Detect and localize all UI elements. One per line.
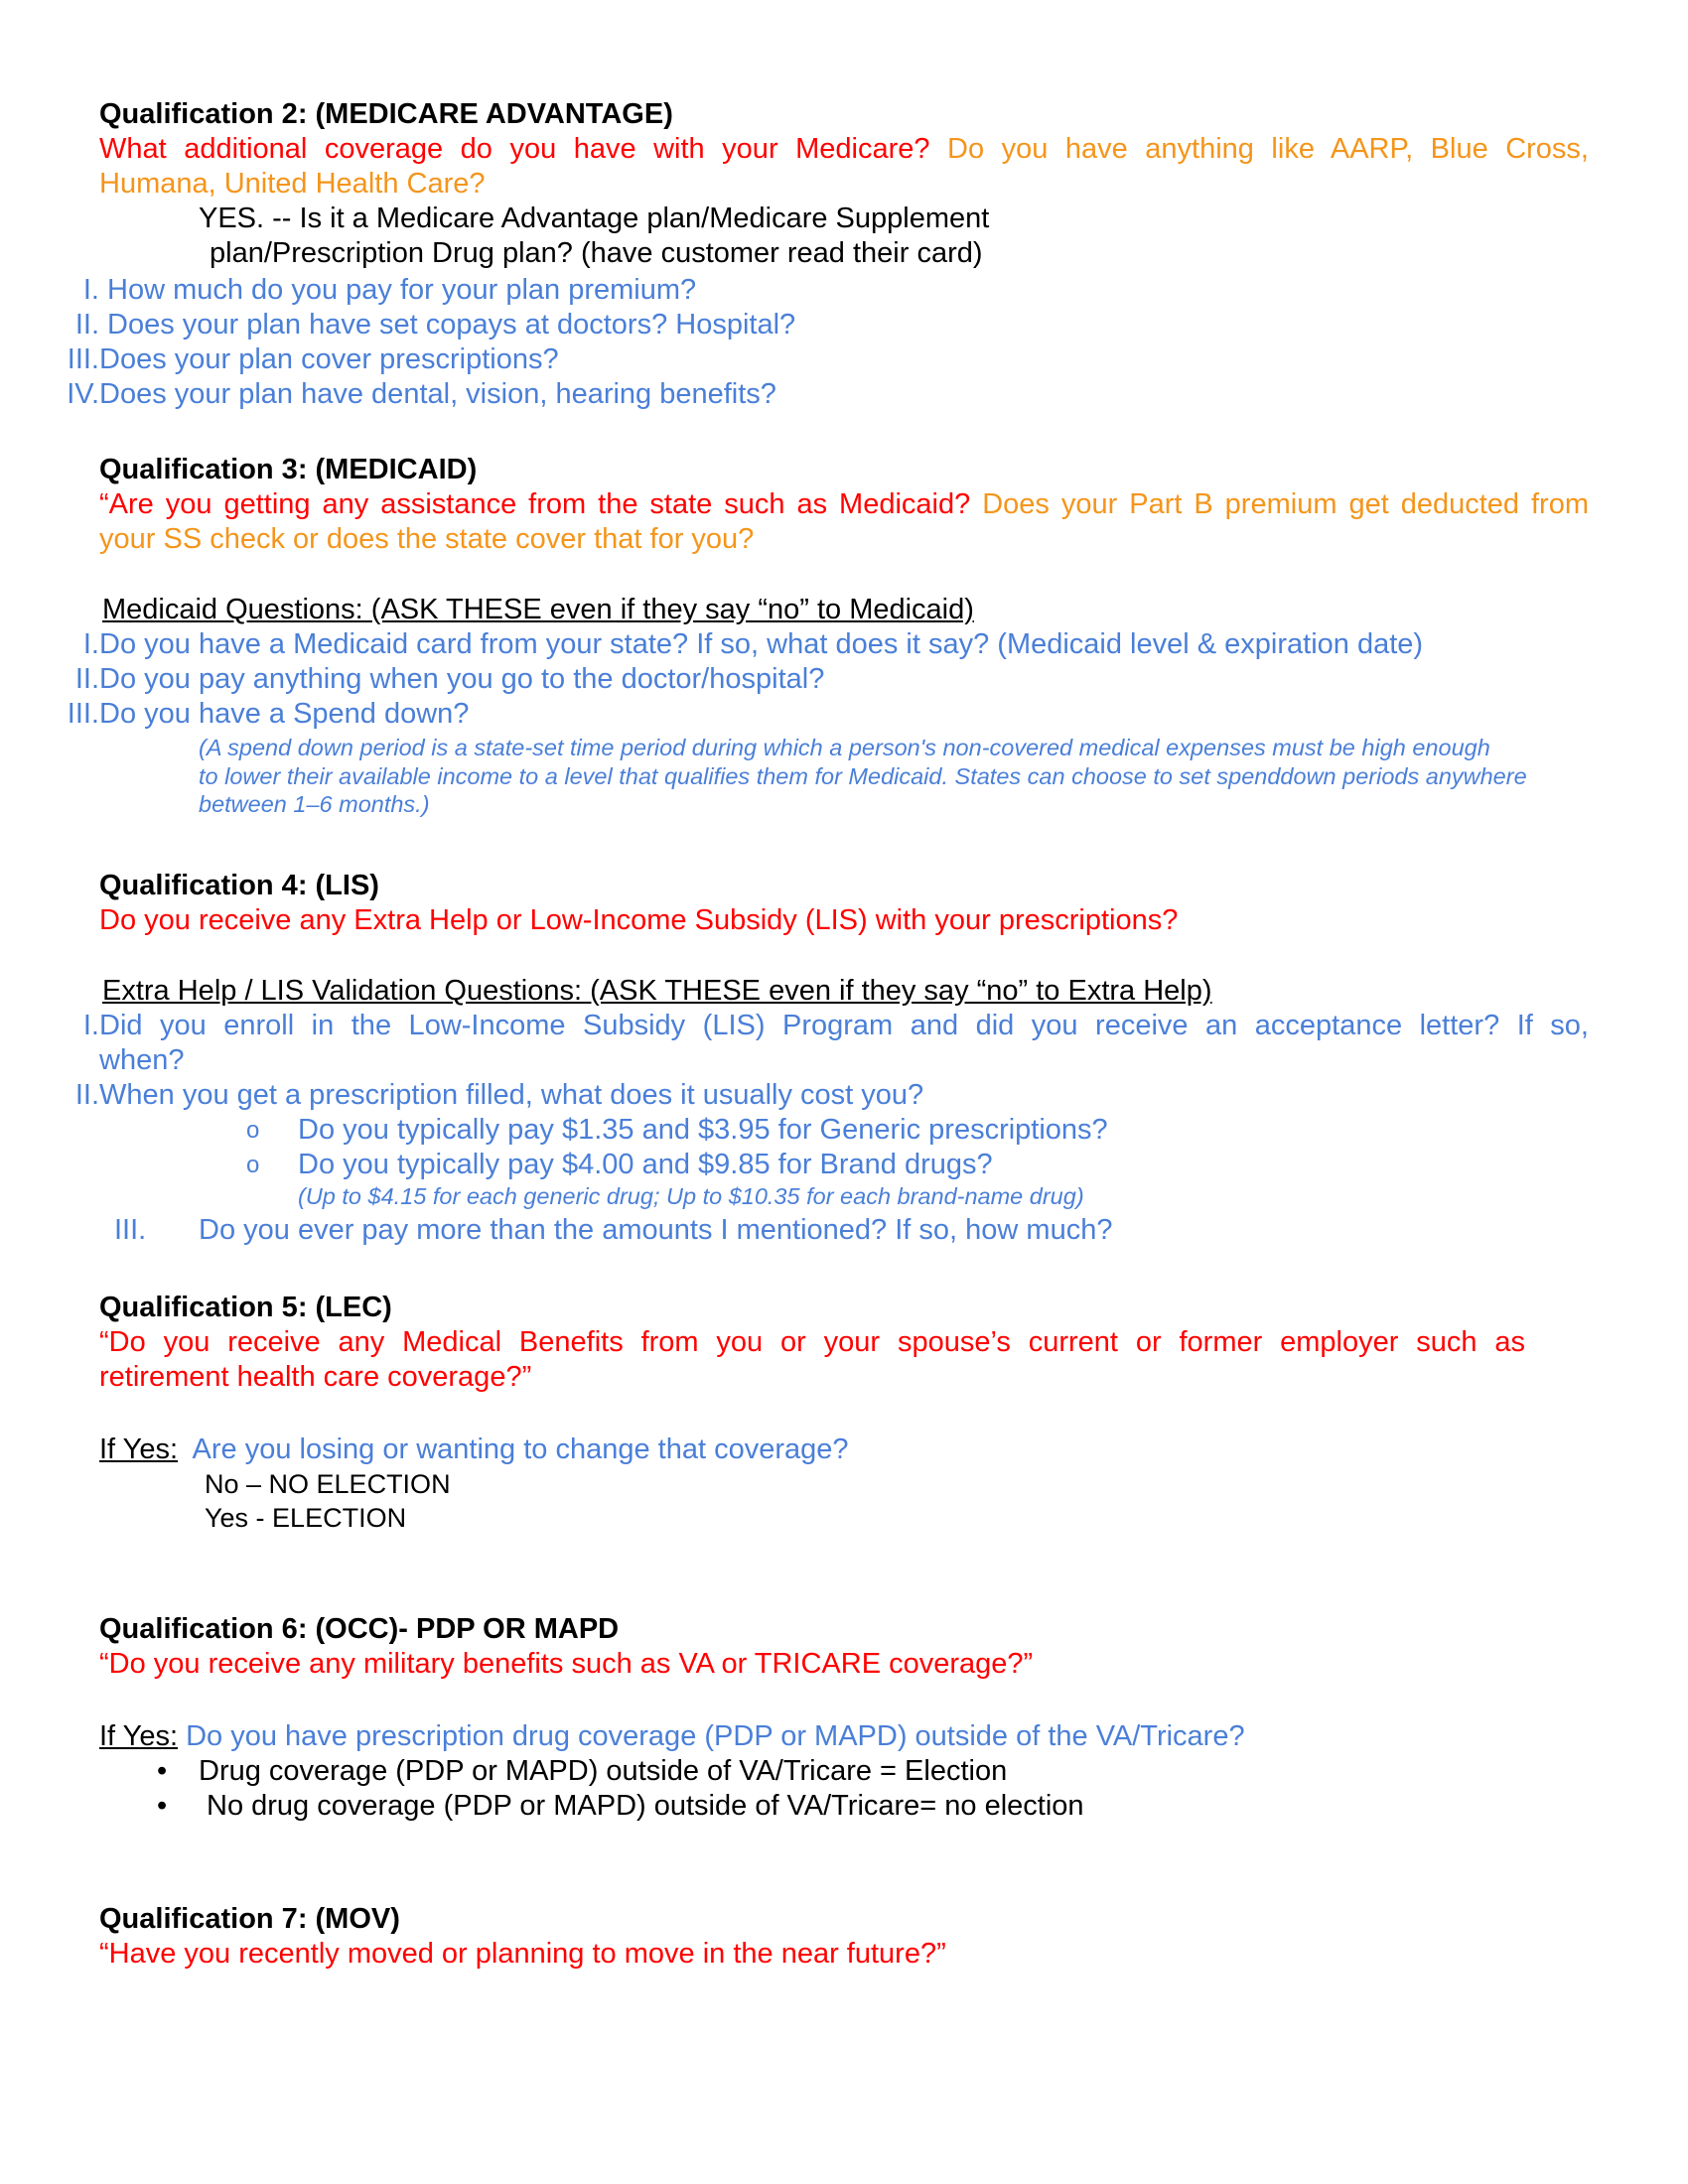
if-yes-label: If Yes: <box>99 1433 179 1465</box>
qualification-3-question-line-1 <box>99 487 1589 522</box>
lis-sub-question: o Do you typically pay $4.00 and $9.85 for Brand drugs? <box>246 1149 993 1180</box>
medicaid-question-item: II. Do you pay anything when you go to the doctor/hospital? <box>74 663 825 695</box>
spend-down-note-line-1: (A spend down period is a state-set time period during which a person's non-covered medical expenses must be high enough <box>199 735 1490 760</box>
qualification-2-section <box>67 97 1589 412</box>
qualification-5-heading: Qualification 5: (LEC) <box>99 1292 392 1323</box>
drug-coverage-bullet: • Drug coverage (PDP or MAPD) outside of VA/Tricare = Election <box>157 1755 1008 1787</box>
qualification-5-if-yes <box>99 1433 1525 1467</box>
lis-cost-note: (Up to $4.15 for each generic drug; Up to $10.35 for each brand-name drug) <box>298 1183 1084 1209</box>
lis-question-item-2: II. When you get a prescription filled, what does it usually cost you? <box>74 1079 924 1111</box>
if-yes-label: If Yes: <box>99 1720 179 1752</box>
qualification-2-item: III. Does your plan cover prescriptions? <box>67 343 559 375</box>
qualification-2-item: II. Does your plan have set copays at doctors? Hospital? <box>74 309 796 341</box>
qualification-2-item: IV. Does your plan have dental, vision, hearing benefits? <box>67 378 776 410</box>
if-yes-question: Are you losing or wanting to change that coverage? <box>192 1433 849 1465</box>
lis-question-item-1: I. Did you enroll in the Low-Income Subsidy (LIS) Program and did you receive an acceptance letter? If so, <box>82 1010 1589 1041</box>
qualification-2-item: I. How much do you pay for your plan premium? <box>82 274 697 306</box>
lis-question-item-3: III. Do you ever pay more than the amounts I mentioned? If so, how much? <box>114 1213 1113 1246</box>
qualification-6-heading: Qualification 6: (OCC)- PDP OR MAPD <box>99 1613 620 1645</box>
qualification-2-yes-line-2: plan/Prescription Drug plan? (have customer read their card) <box>210 237 983 269</box>
qualification-3-question-orange: Does your Part B premium get deducted from <box>982 488 1589 520</box>
qualification-3-question-line-2: your SS check or does the state cover that for you? <box>99 523 755 555</box>
qualification-5-question-line-1: “Do you receive any Medical Benefits from you or your spouse’s current or former employer such as <box>99 1326 1525 1358</box>
lis-validation-subheading: Extra Help / LIS Validation Questions: (ASK THESE even if they say “no” to Extra Help) <box>102 975 1212 1007</box>
qualification-6-question: “Do you receive any military benefits such as VA or TRICARE coverage?” <box>99 1648 1034 1680</box>
qualification-4-question: Do you receive any Extra Help or Low-Income Subsidy (LIS) with your prescriptions? <box>99 904 1179 936</box>
qualification-2-heading: Qualification 2: (MEDICARE ADVANTAGE) <box>99 98 673 130</box>
qualification-3-question-red: “Are you getting any assistance from the state such as Medicaid? <box>99 488 971 520</box>
qualification-6-if-yes <box>99 1719 1589 1754</box>
qualification-5-section <box>99 1291 1525 1535</box>
no-drug-coverage-bullet: • No drug coverage (PDP or MAPD) outside of VA/Tricare= no election <box>157 1790 1084 1822</box>
lis-question-item-1-continued: when? <box>99 1044 185 1076</box>
qualification-6-section <box>99 1612 1589 1824</box>
qualification-2-question-red: What additional coverage do you have with your Medicare? <box>99 133 930 165</box>
qualification-5-question-line-2: retirement health care coverage?” <box>99 1361 532 1393</box>
qualification-4-heading: Qualification 4: (LIS) <box>99 870 379 901</box>
qualification-2-question-line-1 <box>99 132 1589 167</box>
medicaid-question-item: III. Do you have a Spend down? <box>67 698 470 730</box>
no-election-line: No – NO ELECTION <box>205 1469 451 1499</box>
yes-election-line: Yes - ELECTION <box>205 1503 407 1533</box>
spend-down-note-line-3: between 1–6 months.) <box>199 791 430 817</box>
medicaid-question-item: I. Do you have a Medicaid card from your state? If so, what does it say? (Medicaid level & expiration date) <box>82 628 1424 660</box>
medicaid-questions-subheading: Medicaid Questions: (ASK THESE even if they say “no” to Medicaid) <box>102 594 974 625</box>
qualification-7-heading: Qualification 7: (MOV) <box>99 1903 400 1935</box>
qualification-3-section <box>67 453 1589 819</box>
qualification-7-question: “Have you recently moved or planning to move in the near future?” <box>99 1938 946 1970</box>
qualification-2-question-line-2: Humana, United Health Care? <box>99 168 486 200</box>
qualification-3-heading: Qualification 3: (MEDICAID) <box>99 454 478 485</box>
qualification-2-question-orange: Do you have anything like AARP, Blue Cross, <box>947 133 1589 165</box>
if-yes-question: Do you have prescription drug coverage (PDP or MAPD) outside of the VA/Tricare? <box>186 1720 1245 1752</box>
spend-down-note-line-2: to lower their available income to a level that qualifies them for Medicaid. States can choose to set spenddown periods anywhere <box>199 762 1527 789</box>
qualification-7-section <box>99 1902 1589 1972</box>
qualification-4-section <box>74 869 1589 1248</box>
lis-sub-question: o Do you typically pay $1.35 and $3.95 for Generic prescriptions? <box>246 1114 1108 1146</box>
qualification-2-yes-line-1: YES. -- Is it a Medicare Advantage plan/Medicare Supplement <box>199 203 990 234</box>
